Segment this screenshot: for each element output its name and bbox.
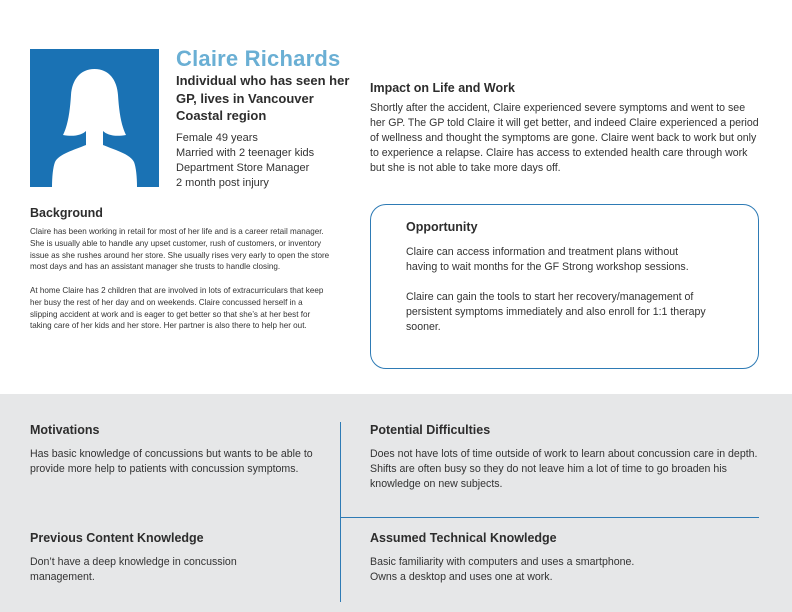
- tech-knowledge-heading: Assumed Technical Knowledge: [370, 531, 557, 545]
- difficulties-text: [370, 447, 762, 492]
- opportunity-text: [406, 245, 706, 335]
- tech-knowledge-line: Basic familiarity with computers and uses a smartphone.: [370, 556, 635, 568]
- content-knowledge-text: Don’t have a deep knowledge in concussion management.: [30, 556, 237, 583]
- background-heading: Background: [30, 206, 103, 220]
- impact-heading: Impact on Life and Work: [370, 81, 515, 95]
- fact-gender-age: Female 49 years: [176, 132, 258, 144]
- horizontal-divider: [340, 517, 759, 518]
- persona-avatar: [30, 49, 159, 187]
- person-silhouette-icon: [30, 49, 159, 187]
- difficulties-line: Shifts are often busy so they do not leave him a lot of time to go broaden his knowledge on new subjects.: [370, 463, 727, 490]
- content-knowledge-heading: Previous Content Knowledge: [30, 531, 204, 545]
- opportunity-heading: Opportunity: [406, 220, 478, 234]
- opportunity-paragraph: Claire can gain the tools to start her recovery/management of persistent symptoms immediately and also enroll for 1:1 therapy sooner.: [406, 291, 706, 333]
- persona-subtitle: Individual who has seen her GP, lives in Vancouver Coastal region: [176, 73, 350, 123]
- motivations-heading: Motivations: [30, 423, 100, 437]
- difficulties-heading: Potential Difficulties: [370, 423, 491, 437]
- background-paragraph: Claire has been working in retail for most of her life and is a career retail manager. She is usually able to handle any upset customer, rush of customers, or inventory issue as she rushes around her store. She usually rises very early to open the store most days and has an assistant manager she trusts to handle closing.: [30, 227, 330, 272]
- difficulties-line: Does not have lots of time outside of work to learn about concussion care in depth.: [370, 448, 758, 460]
- background-paragraph: At home Claire has 2 children that are involved in lots of extracurriculars that keep her busy the rest of her day and on weekends. Claire concussed herself in a slipping accident at work and is eager to get better so that she’s at her best for taking care of her kids and her store. Her partner is also there to help her out.: [30, 285, 324, 331]
- fact-family: Married with 2 teenager kids: [176, 147, 315, 159]
- persona-facts: [176, 131, 314, 191]
- vertical-divider: [340, 422, 341, 602]
- opportunity-box: [370, 204, 759, 369]
- tech-knowledge-line: Owns a desktop and uses one at work.: [370, 571, 553, 583]
- tech-knowledge-text: [370, 555, 762, 585]
- impact-text: Shortly after the accident, Claire experienced severe symptoms and went to see her GP. The GP told Claire it will get better, and indeed Claire experienced a period of wellness and thought the symptoms are gone. Claire went back to work but only to experience a relapse. Claire has access to extended health care through work but she is not able to take more days off.: [370, 102, 759, 174]
- background-text: [30, 226, 330, 332]
- fact-injury-timing: 2 month post injury: [176, 177, 269, 189]
- opportunity-paragraph: Claire can access information and treatment plans without having to wait months for the GF Strong workshop sessions.: [406, 246, 689, 273]
- details-panel: [0, 394, 792, 612]
- motivations-text: Has basic knowledge of concussions but wants to be able to provide more help to patients with concussion symptoms.: [30, 448, 313, 475]
- persona-name: Claire Richards: [176, 46, 341, 71]
- fact-occupation: Department Store Manager: [176, 162, 310, 174]
